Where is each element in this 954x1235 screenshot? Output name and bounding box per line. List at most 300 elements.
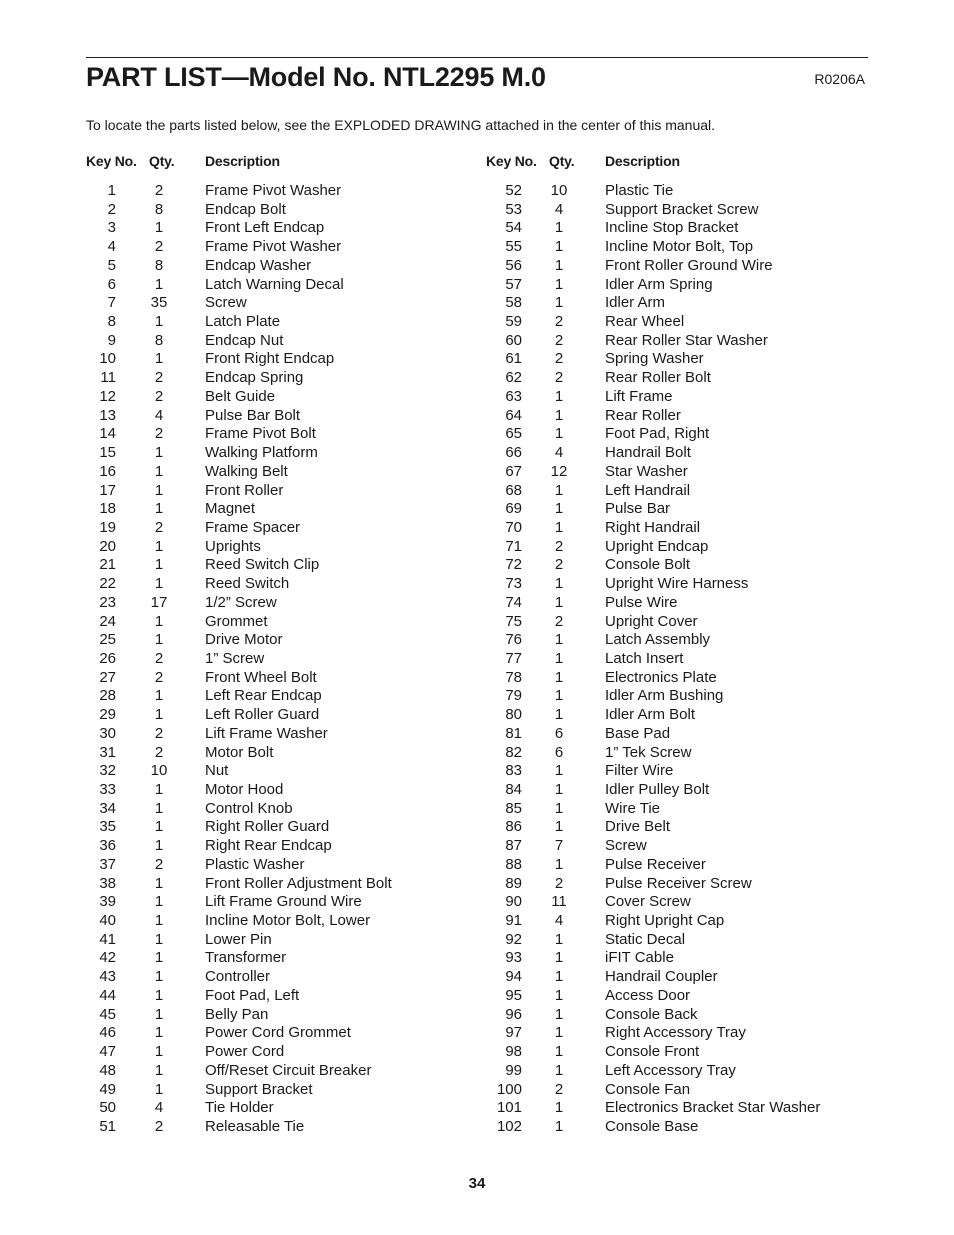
part-qty: 4	[154, 406, 164, 424]
part-description: Upright Cover	[605, 612, 698, 630]
part-description: Endcap Washer	[205, 256, 312, 274]
part-description: Front Left Endcap	[205, 219, 325, 237]
part-key-no: 14	[99, 425, 116, 443]
part-key-no: 3	[107, 219, 116, 237]
part-description: Idler Arm Bushing	[605, 687, 724, 705]
part-qty: 1	[154, 818, 164, 836]
part-key-no: 40	[99, 912, 116, 930]
part-qty: 1	[554, 799, 564, 817]
part-qty: 1	[154, 1005, 164, 1023]
part-description: Walking Platform	[205, 444, 318, 462]
part-qty: 1	[154, 706, 164, 724]
part-key-no: 97	[505, 1024, 522, 1042]
part-key-no: 32	[99, 762, 116, 780]
part-key-no: 36	[99, 837, 116, 855]
part-description: Transformer	[205, 949, 287, 967]
part-description: Incline Motor Bolt, Lower	[205, 912, 371, 930]
part-description: Upright Wire Harness	[605, 575, 749, 593]
part-qty: 1	[554, 818, 564, 836]
part-description: Console Fan	[605, 1080, 691, 1098]
part-description: Pulse Receiver	[605, 855, 706, 873]
part-key-no: 60	[505, 331, 522, 349]
part-description: Console Back	[605, 1005, 698, 1023]
part-qty: 1	[554, 930, 564, 948]
part-qty: 1	[154, 500, 164, 518]
part-key-no: 11	[100, 369, 116, 387]
part-qty: 4	[554, 444, 564, 462]
part-key-no: 35	[99, 818, 116, 836]
part-qty: 1	[154, 799, 164, 817]
part-description: 1” Screw	[205, 649, 265, 667]
part-description: Left Accessory Tray	[605, 1061, 736, 1079]
part-description: Endcap Nut	[205, 331, 284, 349]
header-key-no: Key No.	[86, 153, 137, 169]
part-key-no: 100	[496, 1080, 522, 1098]
part-key-no: 76	[505, 631, 522, 649]
part-qty: 1	[554, 762, 564, 780]
part-key-no: 98	[505, 1043, 522, 1061]
part-description: Releasable Tie	[205, 1117, 305, 1135]
part-description: Rear Roller Star Washer	[605, 331, 768, 349]
part-qty: 1	[154, 949, 164, 967]
part-qty: 1	[554, 649, 564, 667]
part-qty: 1	[154, 837, 164, 855]
part-key-no: 51	[99, 1117, 116, 1135]
part-key-no: 2	[107, 200, 116, 218]
part-description: Front Right Endcap	[205, 350, 335, 368]
part-key-no: 75	[505, 612, 522, 630]
part-description: Star Washer	[605, 462, 688, 480]
part-description: Off/Reset Circuit Breaker	[205, 1061, 372, 1079]
part-qty: 10	[150, 762, 168, 780]
part-key-no: 87	[505, 837, 522, 855]
part-key-no: 49	[99, 1080, 116, 1098]
part-key-no: 5	[107, 256, 116, 274]
part-key-no: 91	[505, 912, 522, 930]
part-description: Rear Roller	[605, 406, 681, 424]
part-qty: 35	[150, 294, 168, 312]
part-description: Walking Belt	[205, 462, 288, 480]
part-description: Rear Wheel	[605, 313, 685, 331]
part-qty: 1	[154, 1043, 164, 1061]
part-qty: 10	[550, 182, 568, 199]
part-key-no: 69	[505, 500, 522, 518]
part-description: Motor Hood	[205, 781, 284, 798]
part-description: Front Roller Ground Wire	[605, 256, 773, 274]
part-qty: 1	[154, 930, 164, 948]
part-description: Latch Plate	[205, 313, 281, 331]
header-qty: Qty.	[149, 153, 175, 169]
part-key-no: 94	[505, 968, 522, 986]
part-key-no: 62	[505, 369, 522, 387]
part-key-no: 85	[505, 799, 522, 817]
part-description: Idler Arm	[605, 294, 666, 312]
part-qty: 1	[554, 294, 564, 312]
part-key-no: 84	[505, 781, 522, 798]
part-qty: 1	[154, 1061, 164, 1079]
part-qty: 1	[554, 968, 564, 986]
part-description: Foot Pad, Right	[605, 425, 710, 443]
part-description: Lift Frame Ground Wire	[205, 893, 362, 911]
part-key-no: 90	[505, 893, 522, 911]
part-key-no: 21	[99, 556, 116, 574]
part-key-no: 53	[505, 200, 522, 218]
part-key-no: 12	[99, 387, 116, 405]
part-description: Front Roller	[205, 481, 284, 499]
part-qty: 1	[154, 912, 164, 930]
part-qty: 1	[554, 1117, 564, 1135]
part-description: 1/2” Screw	[205, 593, 277, 611]
header-qty: Qty.	[549, 153, 575, 169]
part-description: 1” Tek Screw	[605, 743, 692, 761]
part-qty: 1	[154, 275, 164, 293]
part-key-no: 61	[505, 350, 522, 368]
part-description: Plastic Tie	[605, 182, 674, 199]
part-qty: 8	[154, 331, 164, 349]
part-key-no: 56	[505, 256, 522, 274]
part-qty: 6	[554, 724, 564, 742]
part-description: Magnet	[205, 500, 256, 518]
part-qty: 11	[551, 893, 567, 911]
part-qty: 1	[154, 350, 164, 368]
part-qty: 1	[154, 893, 164, 911]
part-qty: 1	[554, 256, 564, 274]
part-qty: 1	[554, 275, 564, 293]
part-description: Electronics Bracket Star Washer	[605, 1099, 821, 1117]
part-description: Rear Roller Bolt	[605, 369, 711, 387]
part-description: Front Roller Adjustment Bolt	[205, 874, 392, 892]
part-description: Console Front	[605, 1043, 700, 1061]
part-qty: 1	[554, 949, 564, 967]
part-description: Static Decal	[605, 930, 686, 948]
part-description: Filter Wire	[605, 762, 674, 780]
part-description: Incline Motor Bolt, Top	[605, 238, 754, 256]
part-qty: 2	[154, 855, 164, 873]
part-qty: 1	[154, 462, 164, 480]
part-qty: 1	[154, 313, 164, 331]
part-description: Lower Pin	[205, 930, 272, 948]
document-code: R0206A	[814, 71, 865, 87]
part-qty: 1	[154, 219, 164, 237]
part-key-no: 55	[505, 238, 522, 256]
part-description: Belt Guide	[205, 387, 276, 405]
part-qty: 1	[554, 706, 564, 724]
part-description: Right Rear Endcap	[205, 837, 332, 855]
part-qty: 1	[554, 593, 564, 611]
part-qty: 2	[554, 612, 564, 630]
part-qty: 1	[554, 1061, 564, 1079]
part-key-no: 65	[505, 425, 522, 443]
part-description: Frame Pivot Washer	[205, 182, 342, 199]
part-description: Idler Arm Bolt	[605, 706, 696, 724]
part-qty: 1	[554, 986, 564, 1004]
part-qty: 2	[554, 874, 564, 892]
part-key-no: 93	[505, 949, 522, 967]
part-description: Front Wheel Bolt	[205, 668, 317, 686]
part-description: Belly Pan	[205, 1005, 269, 1023]
part-key-no: 38	[99, 874, 116, 892]
part-key-no: 71	[505, 537, 522, 555]
part-qty: 2	[554, 331, 564, 349]
part-key-no: 27	[99, 668, 116, 686]
part-qty: 2	[154, 1117, 164, 1135]
part-key-no: 74	[505, 593, 522, 611]
part-qty: 1	[154, 575, 164, 593]
part-key-no: 18	[99, 500, 116, 518]
part-qty: 2	[554, 313, 564, 331]
part-key-no: 23	[99, 593, 116, 611]
part-qty: 1	[554, 406, 564, 424]
part-description: Handrail Bolt	[605, 444, 691, 462]
part-description: Tie Holder	[205, 1099, 274, 1117]
part-description: Right Roller Guard	[205, 818, 330, 836]
part-key-no: 46	[99, 1024, 116, 1042]
part-qty: 1	[554, 1043, 564, 1061]
part-qty: 1	[154, 612, 164, 630]
part-description: Drive Belt	[605, 818, 671, 836]
part-description: Pulse Bar Bolt	[205, 406, 301, 424]
part-qty: 1	[154, 481, 164, 499]
part-key-no: 47	[99, 1043, 116, 1061]
part-key-no: 6	[107, 275, 116, 293]
part-description: Idler Pulley Bolt	[605, 781, 710, 798]
part-key-no: 8	[107, 313, 116, 331]
part-qty: 1	[154, 1080, 164, 1098]
part-key-no: 99	[505, 1061, 522, 1079]
part-qty: 1	[154, 556, 164, 574]
part-description: Left Rear Endcap	[205, 687, 322, 705]
part-key-no: 81	[505, 724, 522, 742]
part-description: Grommet	[205, 612, 268, 630]
part-qty: 1	[554, 387, 564, 405]
part-key-no: 95	[505, 986, 522, 1004]
part-key-no: 13	[99, 406, 116, 424]
part-key-no: 37	[99, 855, 116, 873]
part-description: Latch Assembly	[605, 631, 711, 649]
part-description: Power Cord Grommet	[205, 1024, 351, 1042]
part-qty: 1	[554, 425, 564, 443]
part-key-no: 86	[505, 818, 522, 836]
part-key-no: 57	[505, 275, 522, 293]
part-description: Endcap Spring	[205, 369, 304, 387]
part-key-no: 70	[505, 518, 522, 536]
part-key-no: 41	[99, 930, 116, 948]
part-qty: 1	[554, 575, 564, 593]
part-description: Support Bracket	[205, 1080, 313, 1098]
part-description: Right Accessory Tray	[605, 1024, 746, 1042]
part-key-no: 66	[505, 444, 522, 462]
part-qty: 2	[154, 425, 164, 443]
part-key-no: 77	[505, 649, 522, 667]
part-key-no: 50	[99, 1099, 116, 1117]
part-qty: 7	[554, 837, 564, 855]
part-key-no: 44	[99, 986, 116, 1004]
part-qty: 1	[154, 631, 164, 649]
part-qty: 12	[550, 462, 568, 480]
part-qty: 2	[554, 350, 564, 368]
part-key-no: 79	[505, 687, 522, 705]
intro-text: To locate the parts listed below, see the EXPLODED DRAWING attached in the center of this manual.	[86, 117, 716, 133]
part-key-no: 43	[99, 968, 116, 986]
part-key-no: 59	[505, 313, 522, 331]
part-key-no: 101	[496, 1099, 522, 1117]
part-description: Frame Spacer	[205, 518, 301, 536]
part-qty: 1	[554, 855, 564, 873]
part-key-no: 10	[99, 350, 116, 368]
part-key-no: 30	[99, 724, 116, 742]
part-key-no: 28	[99, 687, 116, 705]
page-title: PART LIST—Model No. NTL2295 M.0	[86, 62, 546, 92]
part-description: Wire Tie	[605, 799, 661, 817]
part-key-no: 63	[505, 387, 522, 405]
part-qty: 1	[154, 874, 164, 892]
part-qty: 1	[554, 1099, 564, 1117]
part-qty: 1	[554, 781, 564, 798]
part-description: Idler Arm Spring	[605, 275, 713, 293]
part-key-no: 45	[99, 1005, 116, 1023]
part-key-no: 22	[99, 575, 116, 593]
part-key-no: 92	[505, 930, 522, 948]
part-description: Access Door	[605, 986, 691, 1004]
part-description: Upright Endcap	[605, 537, 709, 555]
part-key-no: 42	[99, 949, 116, 967]
part-qty: 1	[154, 537, 164, 555]
part-description: Spring Washer	[605, 350, 704, 368]
part-key-no: 52	[505, 182, 522, 199]
part-qty: 1	[554, 481, 564, 499]
part-description: Pulse Receiver Screw	[605, 874, 752, 892]
part-qty: 1	[154, 781, 164, 798]
part-description: Nut	[205, 762, 229, 780]
part-description: Controller	[205, 968, 271, 986]
part-description: Frame Pivot Bolt	[205, 425, 316, 443]
part-description: Pulse Bar	[605, 500, 671, 518]
part-key-no: 96	[505, 1005, 522, 1023]
part-key-no: 89	[505, 874, 522, 892]
part-key-no: 34	[99, 799, 116, 817]
part-qty: 1	[154, 968, 164, 986]
part-key-no: 72	[505, 556, 522, 574]
part-description: Reed Switch	[205, 575, 290, 593]
part-qty: 8	[154, 200, 164, 218]
part-description: Incline Stop Bracket	[605, 219, 739, 237]
part-qty: 2	[154, 724, 164, 742]
part-key-no: 67	[505, 462, 522, 480]
part-description: Handrail Coupler	[605, 968, 718, 986]
part-description: Drive Motor	[205, 631, 283, 649]
part-key-no: 102	[496, 1117, 522, 1135]
part-qty: 1	[554, 518, 564, 536]
part-qty: 2	[154, 182, 164, 199]
part-description: Endcap Bolt	[205, 200, 286, 218]
part-qty: 2	[554, 369, 564, 387]
part-qty: 1	[554, 631, 564, 649]
part-qty: 1	[554, 668, 564, 686]
part-key-no: 24	[99, 612, 116, 630]
part-key-no: 19	[99, 518, 116, 536]
page-number: 34	[468, 1175, 486, 1192]
part-description: Motor Bolt	[205, 743, 274, 761]
part-description: Foot Pad, Left	[205, 986, 300, 1004]
part-key-no: 58	[505, 294, 522, 312]
part-qty: 1	[554, 1024, 564, 1042]
part-key-no: 17	[99, 481, 116, 499]
part-description: Lift Frame Washer	[205, 724, 328, 742]
part-key-no: 54	[505, 219, 522, 237]
part-description: Base Pad	[605, 724, 671, 742]
part-qty: 1	[154, 444, 164, 462]
part-description: Latch Warning Decal	[205, 275, 344, 293]
part-qty: 1	[554, 687, 564, 705]
part-key-no: 88	[505, 855, 522, 873]
part-qty: 8	[154, 256, 164, 274]
part-qty: 4	[554, 912, 564, 930]
part-description: Uprights	[205, 537, 261, 555]
part-key-no: 82	[505, 743, 522, 761]
part-key-no: 25	[99, 631, 116, 649]
part-qty: 1	[154, 687, 164, 705]
part-description: Pulse Wire	[605, 593, 678, 611]
part-key-no: 16	[99, 462, 116, 480]
part-key-no: 48	[99, 1061, 116, 1079]
part-key-no: 78	[505, 668, 522, 686]
part-qty: 1	[154, 1024, 164, 1042]
part-qty: 2	[154, 369, 164, 387]
part-key-no: 31	[99, 743, 116, 761]
part-qty: 1	[554, 238, 564, 256]
part-key-no: 20	[99, 537, 116, 555]
part-qty: 6	[554, 743, 564, 761]
part-key-no: 4	[107, 238, 116, 256]
part-qty: 4	[554, 200, 564, 218]
part-description: iFIT Cable	[605, 949, 674, 967]
part-key-no: 9	[107, 331, 116, 349]
part-description: Support Bracket Screw	[605, 200, 759, 218]
part-key-no: 15	[99, 444, 116, 462]
part-description: Control Knob	[205, 799, 293, 817]
part-key-no: 83	[505, 762, 522, 780]
part-description: Left Handrail	[605, 481, 691, 499]
part-key-no: 39	[99, 893, 116, 911]
part-description: Screw	[605, 837, 647, 855]
part-description: Console Bolt	[605, 556, 691, 574]
part-description: Right Handrail	[605, 518, 701, 536]
part-description: Right Upright Cap	[605, 912, 725, 930]
part-qty: 1	[554, 500, 564, 518]
part-key-no: 68	[505, 481, 522, 499]
part-qty: 2	[154, 649, 164, 667]
part-qty: 1	[554, 1005, 564, 1023]
part-description: Lift Frame	[605, 387, 673, 405]
part-qty: 2	[154, 238, 164, 256]
part-description: Frame Pivot Washer	[205, 238, 342, 256]
part-key-no: 80	[505, 706, 522, 724]
part-key-no: 73	[505, 575, 522, 593]
part-description: Electronics Plate	[605, 668, 717, 686]
part-description: Latch Insert	[605, 649, 684, 667]
part-qty: 2	[154, 518, 164, 536]
part-description: Power Cord	[205, 1043, 285, 1061]
part-key-no: 1	[107, 182, 116, 199]
part-description: Reed Switch Clip	[205, 556, 320, 574]
part-qty: 2	[554, 556, 564, 574]
part-key-no: 7	[107, 294, 116, 312]
part-key-no: 64	[505, 406, 522, 424]
part-description: Cover Screw	[605, 893, 691, 911]
part-qty: 2	[154, 668, 164, 686]
part-qty: 2	[554, 1080, 564, 1098]
part-description: Screw	[205, 294, 247, 312]
